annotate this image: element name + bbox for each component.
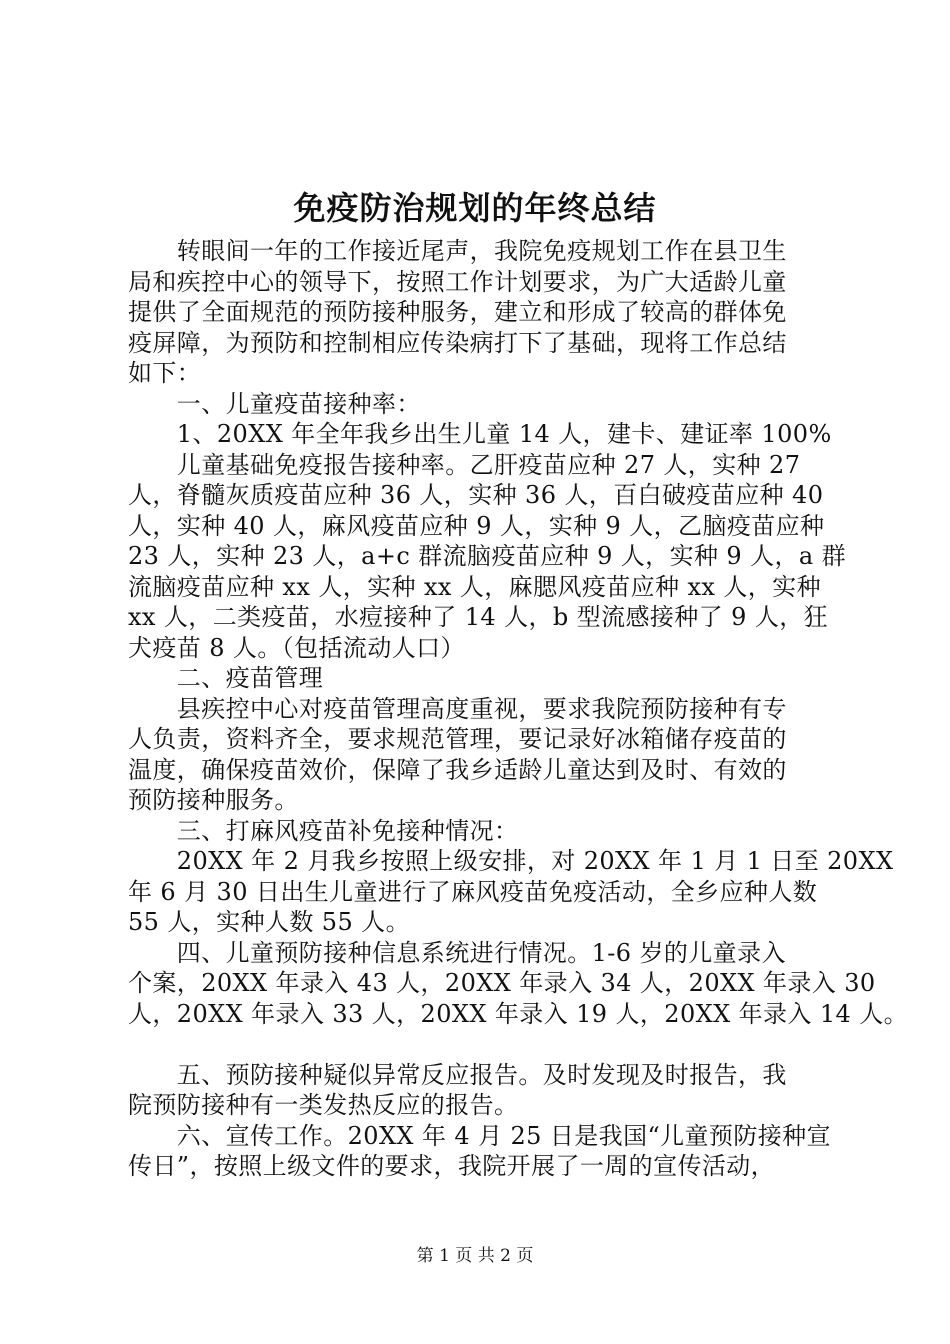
text-line: 20XX 年 2 月我乡按照上级安排，对 20XX 年 1 月 1 日至 20XX — [128, 847, 894, 875]
text-line: 如下： — [128, 359, 202, 387]
text-line: 犬疫苗 8 人。（包括流动人口） — [128, 633, 465, 662]
text-line: 流脑疫苗应种 xx 人，实种 xx 人，麻腮风疫苗应种 xx 人，实种 — [128, 572, 821, 601]
text-line: 局和疾控中心的领导下，按照工作计划要求，为广大适龄儿童 — [128, 267, 787, 296]
text-line: 人，20XX 年录入 33 人，20XX 年录入 19 人，20XX 年录入 14 人。 — [128, 999, 909, 1028]
text-line: 四、儿童预防接种信息系统进行情况。1-6 岁的儿童录入 — [128, 938, 786, 967]
text-line: 提供了全面规范的预防接种服务，建立和形成了较高的群体免 — [128, 298, 787, 326]
text-line: 六、宣传工作。20XX 年 4 月 25 日是我国“儿童预防接种宣 — [128, 1121, 831, 1150]
text-line: 疫屏障，为预防和控制相应传染病打下了基础，现将工作总结 — [128, 328, 787, 357]
text-line: 县疾控中心对疫苗管理高度重视，要求我院预防接种有专 — [128, 694, 787, 723]
text-line: 年 6 月 30 日出生儿童进行了麻风疫苗免疫活动，全乡应种人数 — [128, 877, 818, 906]
page-footer: 第 1 页 共 2 页 — [416, 1246, 534, 1266]
text-line: 1、20XX 年全年我乡出生儿童 14 人，建卡、建证率 100% — [128, 420, 832, 448]
text-line: 院预防接种有一类发热反应的报告。 — [128, 1091, 519, 1119]
text-line: 五、预防接种疑似异常反应报告。及时发现及时报告，我 — [128, 1060, 787, 1089]
text-line: xx 人，二类疫苗，水痘接种了 14 人，b 型流感接种了 9 人，狂 — [128, 603, 829, 631]
text-line: 预防接种服务。 — [128, 786, 299, 814]
text-line: 温度，确保疫苗效价，保障了我乡适龄儿童达到及时、有效的 — [128, 755, 787, 784]
section-heading: 一、儿童疫苗接种率： — [128, 389, 421, 418]
document-title: 免疫防治规划的年终总结 — [293, 189, 657, 227]
text-line: 人，实种 40 人，麻风疫苗应种 9 人，实种 9 人，乙脑疫苗应种 — [128, 511, 825, 540]
text-line: 人，脊髓灰质疫苗应种 36 人，实种 36 人，百白破疫苗应种 40 — [128, 481, 824, 509]
document-body — [128, 236, 909, 1182]
text-line: 儿童基础免疫报告接种率。乙肝疫苗应种 27 人，实种 27 — [128, 450, 801, 479]
text-line: 人负责，资料齐全，要求规范管理，要记录好冰箱储存疫苗的 — [128, 725, 787, 753]
text-line: 传日”，按照上级文件的要求，我院开展了一周的宣传活动， — [128, 1152, 776, 1180]
text-line: 55 人，实种人数 55 人。 — [128, 908, 410, 936]
text-line: 个案，20XX 年录入 43 人，20XX 年录入 34 人，20XX 年录入 30 — [128, 969, 876, 997]
text-line: 转眼间一年的工作接近尾声，我院免疫规划工作在县卫生 — [128, 237, 787, 265]
text-line: 23 人，实种 23 人，a+c 群流脑疫苗应种 9 人，实种 9 人，a 群 — [128, 542, 847, 570]
section-heading: 二、疫苗管理 — [128, 664, 324, 692]
section-heading: 三、打麻风疫苗补免接种情况： — [128, 816, 519, 845]
blank-line — [128, 1029, 832, 1060]
